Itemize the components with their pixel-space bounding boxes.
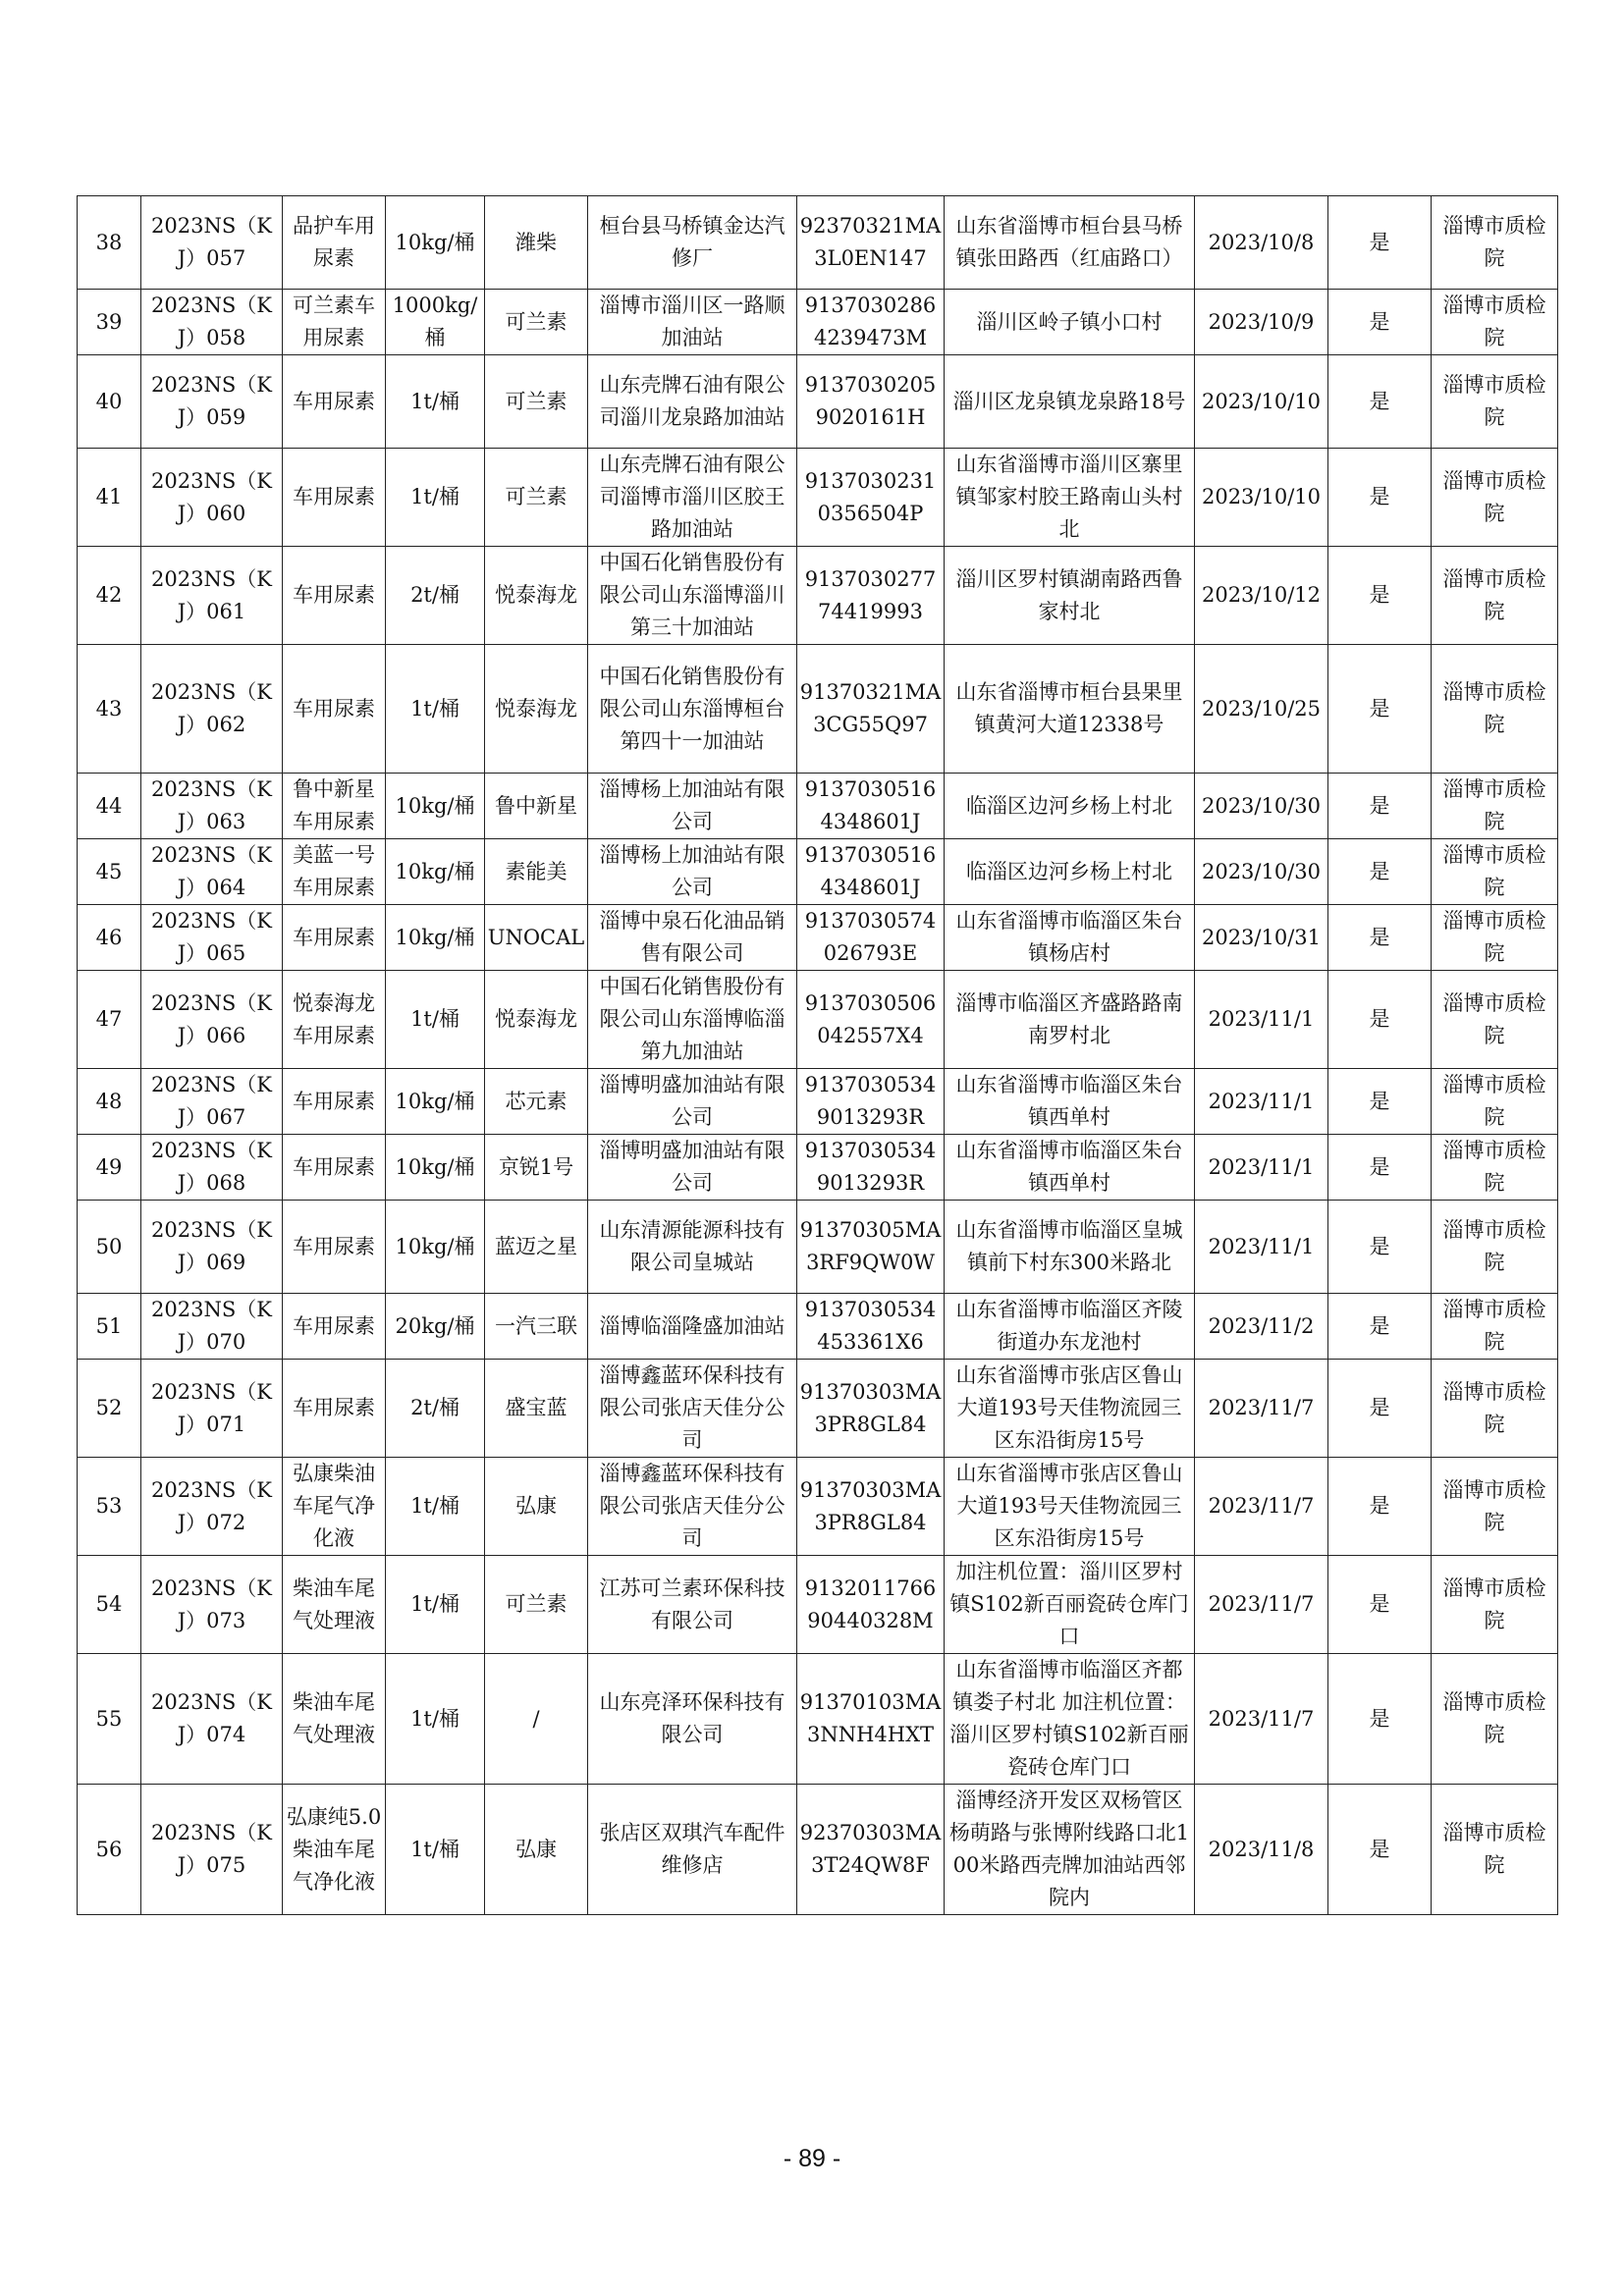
cell-agency: 淄博市质检院 [1432,449,1558,547]
cell-address: 山东省淄博市临淄区朱台镇杨店村 [945,905,1195,971]
cell-agency: 淄博市质检院 [1432,1654,1558,1785]
cell-brand: 潍柴 [485,196,588,290]
cell-product: 柴油车尾气处理液 [283,1556,386,1654]
cell-no: 45 [78,839,141,905]
cell-product: 车用尿素 [283,1069,386,1135]
cell-date: 2023/11/1 [1195,1201,1328,1294]
cell-date: 2023/11/7 [1195,1654,1328,1785]
cell-code: 2023NS（KJ）063 [141,774,283,839]
table-row [78,905,1558,971]
cell-date: 2023/11/7 [1195,1458,1328,1556]
cell-product: 弘康纯5.0柴油车尾气净化液 [283,1785,386,1915]
cell-address: 淄川区龙泉镇龙泉路18号 [945,355,1195,449]
cell-code: 2023NS（KJ）067 [141,1069,283,1135]
cell-code: 2023NS（KJ）069 [141,1201,283,1294]
cell-spec: 10kg/桶 [386,1135,485,1201]
table-row [78,1069,1558,1135]
cell-agency: 淄博市质检院 [1432,1556,1558,1654]
table-row [78,971,1558,1069]
cell-credit-code: 91370305164348601J [797,839,945,905]
cell-credit-code: 91370305349013293R [797,1069,945,1135]
cell-qualified: 是 [1328,839,1432,905]
table-row [78,1458,1558,1556]
cell-agency: 淄博市质检院 [1432,1069,1558,1135]
cell-agency: 淄博市质检院 [1432,1785,1558,1915]
cell-product: 车用尿素 [283,1201,386,1294]
cell-agency: 淄博市质检院 [1432,839,1558,905]
cell-brand: 一汽三联 [485,1294,588,1360]
cell-agency: 淄博市质检院 [1432,1294,1558,1360]
cell-code: 2023NS（KJ）060 [141,449,283,547]
cell-code: 2023NS（KJ）066 [141,971,283,1069]
table-row [78,645,1558,774]
cell-no: 49 [78,1135,141,1201]
cell-date: 2023/10/10 [1195,449,1328,547]
cell-credit-code: 91370305164348601J [797,774,945,839]
table-row [78,1135,1558,1201]
cell-address: 山东省淄博市临淄区朱台镇西单村 [945,1069,1195,1135]
cell-brand: UNOCAL [485,905,588,971]
cell-company: 张店区双琪汽车配件维修店 [588,1785,797,1915]
cell-credit-code: 91370303MA3PR8GL84 [797,1360,945,1458]
cell-no: 48 [78,1069,141,1135]
cell-brand: 可兰素 [485,355,588,449]
cell-code: 2023NS（KJ）059 [141,355,283,449]
cell-product: 悦泰海龙车用尿素 [283,971,386,1069]
cell-product: 车用尿素 [283,355,386,449]
cell-spec: 10kg/桶 [386,1201,485,1294]
cell-address: 山东省淄博市临淄区皇城镇前下村东300米路北 [945,1201,1195,1294]
cell-spec: 2t/桶 [386,1360,485,1458]
cell-qualified: 是 [1328,1785,1432,1915]
cell-address: 山东省淄博市桓台县马桥镇张田路西（红庙路口） [945,196,1195,290]
cell-address: 淄博市临淄区齐盛路路南南罗村北 [945,971,1195,1069]
cell-brand: 蓝迈之星 [485,1201,588,1294]
cell-company: 山东壳牌石油有限公司淄博市淄川区胶王路加油站 [588,449,797,547]
cell-brand: 弘康 [485,1785,588,1915]
cell-date: 2023/10/12 [1195,547,1328,645]
cell-no: 50 [78,1201,141,1294]
cell-agency: 淄博市质检院 [1432,645,1558,774]
cell-spec: 1t/桶 [386,1654,485,1785]
cell-brand: 盛宝蓝 [485,1360,588,1458]
cell-spec: 1t/桶 [386,1458,485,1556]
cell-credit-code: 913703027774419993 [797,547,945,645]
cell-code: 2023NS（KJ）057 [141,196,283,290]
cell-date: 2023/11/1 [1195,1069,1328,1135]
table-row [78,449,1558,547]
cell-agency: 淄博市质检院 [1432,355,1558,449]
cell-code: 2023NS（KJ）071 [141,1360,283,1458]
cell-agency: 淄博市质检院 [1432,547,1558,645]
cell-agency: 淄博市质检院 [1432,1458,1558,1556]
cell-spec: 10kg/桶 [386,774,485,839]
cell-brand: 可兰素 [485,449,588,547]
cell-no: 40 [78,355,141,449]
cell-brand: / [485,1654,588,1785]
cell-date: 2023/10/10 [1195,355,1328,449]
cell-brand: 鲁中新星 [485,774,588,839]
cell-company: 淄博临淄隆盛加油站 [588,1294,797,1360]
cell-product: 美蓝一号车用尿素 [283,839,386,905]
table-row [78,547,1558,645]
cell-credit-code: 92370321MA3L0EN147 [797,196,945,290]
cell-no: 51 [78,1294,141,1360]
table-row [78,774,1558,839]
cell-no: 53 [78,1458,141,1556]
cell-product: 弘康柴油车尾气净化液 [283,1458,386,1556]
cell-qualified: 是 [1328,1069,1432,1135]
cell-credit-code: 9137030574026793E [797,905,945,971]
table-row [78,1785,1558,1915]
cell-credit-code: 91370103MA3NNH4HXT [797,1654,945,1785]
cell-qualified: 是 [1328,905,1432,971]
cell-company: 淄博杨上加油站有限公司 [588,839,797,905]
table-row [78,196,1558,290]
cell-code: 2023NS（KJ）061 [141,547,283,645]
cell-spec: 20kg/桶 [386,1294,485,1360]
cell-code: 2023NS（KJ）058 [141,290,283,355]
cell-qualified: 是 [1328,1135,1432,1201]
cell-product: 柴油车尾气处理液 [283,1654,386,1785]
cell-date: 2023/11/7 [1195,1360,1328,1458]
cell-company: 淄博明盛加油站有限公司 [588,1069,797,1135]
cell-agency: 淄博市质检院 [1432,774,1558,839]
cell-spec: 10kg/桶 [386,905,485,971]
cell-product: 可兰素车用尿素 [283,290,386,355]
cell-code: 2023NS（KJ）064 [141,839,283,905]
cell-code: 2023NS（KJ）074 [141,1654,283,1785]
cell-address: 山东省淄博市桓台县果里镇黄河大道12338号 [945,645,1195,774]
cell-product: 鲁中新星车用尿素 [283,774,386,839]
table-row [78,1556,1558,1654]
cell-code: 2023NS（KJ）072 [141,1458,283,1556]
cell-spec: 1t/桶 [386,1785,485,1915]
cell-brand: 悦泰海龙 [485,547,588,645]
cell-address: 加注机位置：淄川区罗村镇S102新百丽瓷砖仓库门口 [945,1556,1195,1654]
cell-code: 2023NS（KJ）068 [141,1135,283,1201]
cell-no: 38 [78,196,141,290]
cell-address: 山东省淄博市张店区鲁山大道193号天佳物流园三区东沿街房15号 [945,1360,1195,1458]
cell-company: 中国石化销售股份有限公司山东淄博桓台第四十一加油站 [588,645,797,774]
cell-no: 52 [78,1360,141,1458]
cell-agency: 淄博市质检院 [1432,1135,1558,1201]
table-row [78,1294,1558,1360]
cell-agency: 淄博市质检院 [1432,905,1558,971]
cell-no: 42 [78,547,141,645]
cell-company: 淄博鑫蓝环保科技有限公司张店天佳分公司 [588,1458,797,1556]
cell-date: 2023/11/2 [1195,1294,1328,1360]
cell-code: 2023NS（KJ）062 [141,645,283,774]
cell-product: 车用尿素 [283,645,386,774]
cell-code: 2023NS（KJ）065 [141,905,283,971]
cell-address: 淄川区岭子镇小口村 [945,290,1195,355]
cell-date: 2023/11/1 [1195,971,1328,1069]
cell-spec: 1t/桶 [386,971,485,1069]
cell-credit-code: 91370302310356504P [797,449,945,547]
cell-brand: 京锐1号 [485,1135,588,1201]
cell-date: 2023/11/1 [1195,1135,1328,1201]
table-row [78,355,1558,449]
cell-date: 2023/10/8 [1195,196,1328,290]
cell-company: 中国石化销售股份有限公司山东淄博淄川第三十加油站 [588,547,797,645]
cell-address: 山东省淄博市淄川区寨里镇邹家村胶王路南山头村北 [945,449,1195,547]
cell-no: 46 [78,905,141,971]
cell-brand: 弘康 [485,1458,588,1556]
cell-company: 山东壳牌石油有限公司淄川龙泉路加油站 [588,355,797,449]
page-number: - 89 - [783,2145,841,2172]
cell-no: 43 [78,645,141,774]
cell-qualified: 是 [1328,449,1432,547]
cell-agency: 淄博市质检院 [1432,196,1558,290]
cell-address: 临淄区边河乡杨上村北 [945,774,1195,839]
cell-qualified: 是 [1328,1654,1432,1785]
cell-brand: 悦泰海龙 [485,645,588,774]
cell-no: 41 [78,449,141,547]
cell-date: 2023/10/9 [1195,290,1328,355]
cell-brand: 素能美 [485,839,588,905]
cell-spec: 1t/桶 [386,1556,485,1654]
cell-spec: 1t/桶 [386,355,485,449]
cell-code: 2023NS（KJ）073 [141,1556,283,1654]
inspection-table [77,195,1558,1915]
table-row [78,290,1558,355]
cell-credit-code: 9137030506042557X4 [797,971,945,1069]
cell-credit-code: 91370302059020161H [797,355,945,449]
cell-spec: 10kg/桶 [386,1069,485,1135]
table-row [78,1360,1558,1458]
cell-no: 44 [78,774,141,839]
cell-address: 临淄区边河乡杨上村北 [945,839,1195,905]
cell-company: 中国石化销售股份有限公司山东淄博临淄第九加油站 [588,971,797,1069]
cell-qualified: 是 [1328,355,1432,449]
cell-qualified: 是 [1328,196,1432,290]
cell-brand: 可兰素 [485,1556,588,1654]
cell-agency: 淄博市质检院 [1432,1201,1558,1294]
cell-company: 淄博鑫蓝环保科技有限公司张店天佳分公司 [588,1360,797,1458]
cell-product: 品护车用尿素 [283,196,386,290]
cell-address: 淄川区罗村镇湖南路西鲁家村北 [945,547,1195,645]
cell-brand: 芯元素 [485,1069,588,1135]
cell-product: 车用尿素 [283,905,386,971]
cell-credit-code: 913201176690440328M [797,1556,945,1654]
cell-credit-code: 91370303MA3PR8GL84 [797,1458,945,1556]
cell-spec: 1000kg/桶 [386,290,485,355]
cell-code: 2023NS（KJ）075 [141,1785,283,1915]
cell-qualified: 是 [1328,547,1432,645]
cell-company: 山东清源能源科技有限公司皇城站 [588,1201,797,1294]
cell-product: 车用尿素 [283,1360,386,1458]
cell-no: 54 [78,1556,141,1654]
cell-address: 山东省淄博市临淄区齐陵街道办东龙池村 [945,1294,1195,1360]
table-row [78,839,1558,905]
cell-date: 2023/10/30 [1195,774,1328,839]
cell-no: 47 [78,971,141,1069]
cell-credit-code: 91370302864239473M [797,290,945,355]
cell-credit-code: 91370321MA3CG55Q97 [797,645,945,774]
cell-spec: 2t/桶 [386,547,485,645]
cell-date: 2023/10/31 [1195,905,1328,971]
cell-qualified: 是 [1328,971,1432,1069]
cell-no: 55 [78,1654,141,1785]
cell-address: 山东省淄博市临淄区朱台镇西单村 [945,1135,1195,1201]
table-row [78,1654,1558,1785]
cell-credit-code: 91370305MA3RF9QW0W [797,1201,945,1294]
cell-qualified: 是 [1328,645,1432,774]
cell-qualified: 是 [1328,1556,1432,1654]
cell-date: 2023/10/30 [1195,839,1328,905]
cell-brand: 可兰素 [485,290,588,355]
cell-spec: 1t/桶 [386,645,485,774]
cell-company: 桓台县马桥镇金达汽修厂 [588,196,797,290]
table-row [78,1201,1558,1294]
cell-date: 2023/10/25 [1195,645,1328,774]
cell-code: 2023NS（KJ）070 [141,1294,283,1360]
cell-company: 淄博中泉石化油品销售有限公司 [588,905,797,971]
cell-credit-code: 92370303MA3T24QW8F [797,1785,945,1915]
cell-qualified: 是 [1328,290,1432,355]
cell-address: 山东省淄博市张店区鲁山大道193号天佳物流园三区东沿街房15号 [945,1458,1195,1556]
cell-product: 车用尿素 [283,1294,386,1360]
cell-agency: 淄博市质检院 [1432,1360,1558,1458]
cell-qualified: 是 [1328,1360,1432,1458]
cell-product: 车用尿素 [283,547,386,645]
cell-qualified: 是 [1328,1201,1432,1294]
cell-address: 淄博经济开发区双杨管区杨萌路与张博附线路口北100米路西壳牌加油站西邻院内 [945,1785,1195,1915]
cell-address: 山东省淄博市临淄区齐都镇娄子村北 加注机位置：淄川区罗村镇S102新百丽瓷砖仓库门口 [945,1654,1195,1785]
cell-qualified: 是 [1328,1294,1432,1360]
cell-company: 山东亮泽环保科技有限公司 [588,1654,797,1785]
cell-company: 淄博明盛加油站有限公司 [588,1135,797,1201]
cell-company: 淄博市淄川区一路顺加油站 [588,290,797,355]
cell-agency: 淄博市质检院 [1432,290,1558,355]
cell-product: 车用尿素 [283,449,386,547]
cell-spec: 10kg/桶 [386,839,485,905]
cell-credit-code: 9137030534453361X6 [797,1294,945,1360]
cell-credit-code: 91370305349013293R [797,1135,945,1201]
cell-date: 2023/11/8 [1195,1785,1328,1915]
cell-brand: 悦泰海龙 [485,971,588,1069]
cell-spec: 1t/桶 [386,449,485,547]
cell-no: 56 [78,1785,141,1915]
cell-qualified: 是 [1328,774,1432,839]
cell-company: 淄博杨上加油站有限公司 [588,774,797,839]
cell-company: 江苏可兰素环保科技有限公司 [588,1556,797,1654]
cell-spec: 10kg/桶 [386,196,485,290]
cell-agency: 淄博市质检院 [1432,971,1558,1069]
cell-date: 2023/11/7 [1195,1556,1328,1654]
cell-product: 车用尿素 [283,1135,386,1201]
cell-no: 39 [78,290,141,355]
cell-qualified: 是 [1328,1458,1432,1556]
